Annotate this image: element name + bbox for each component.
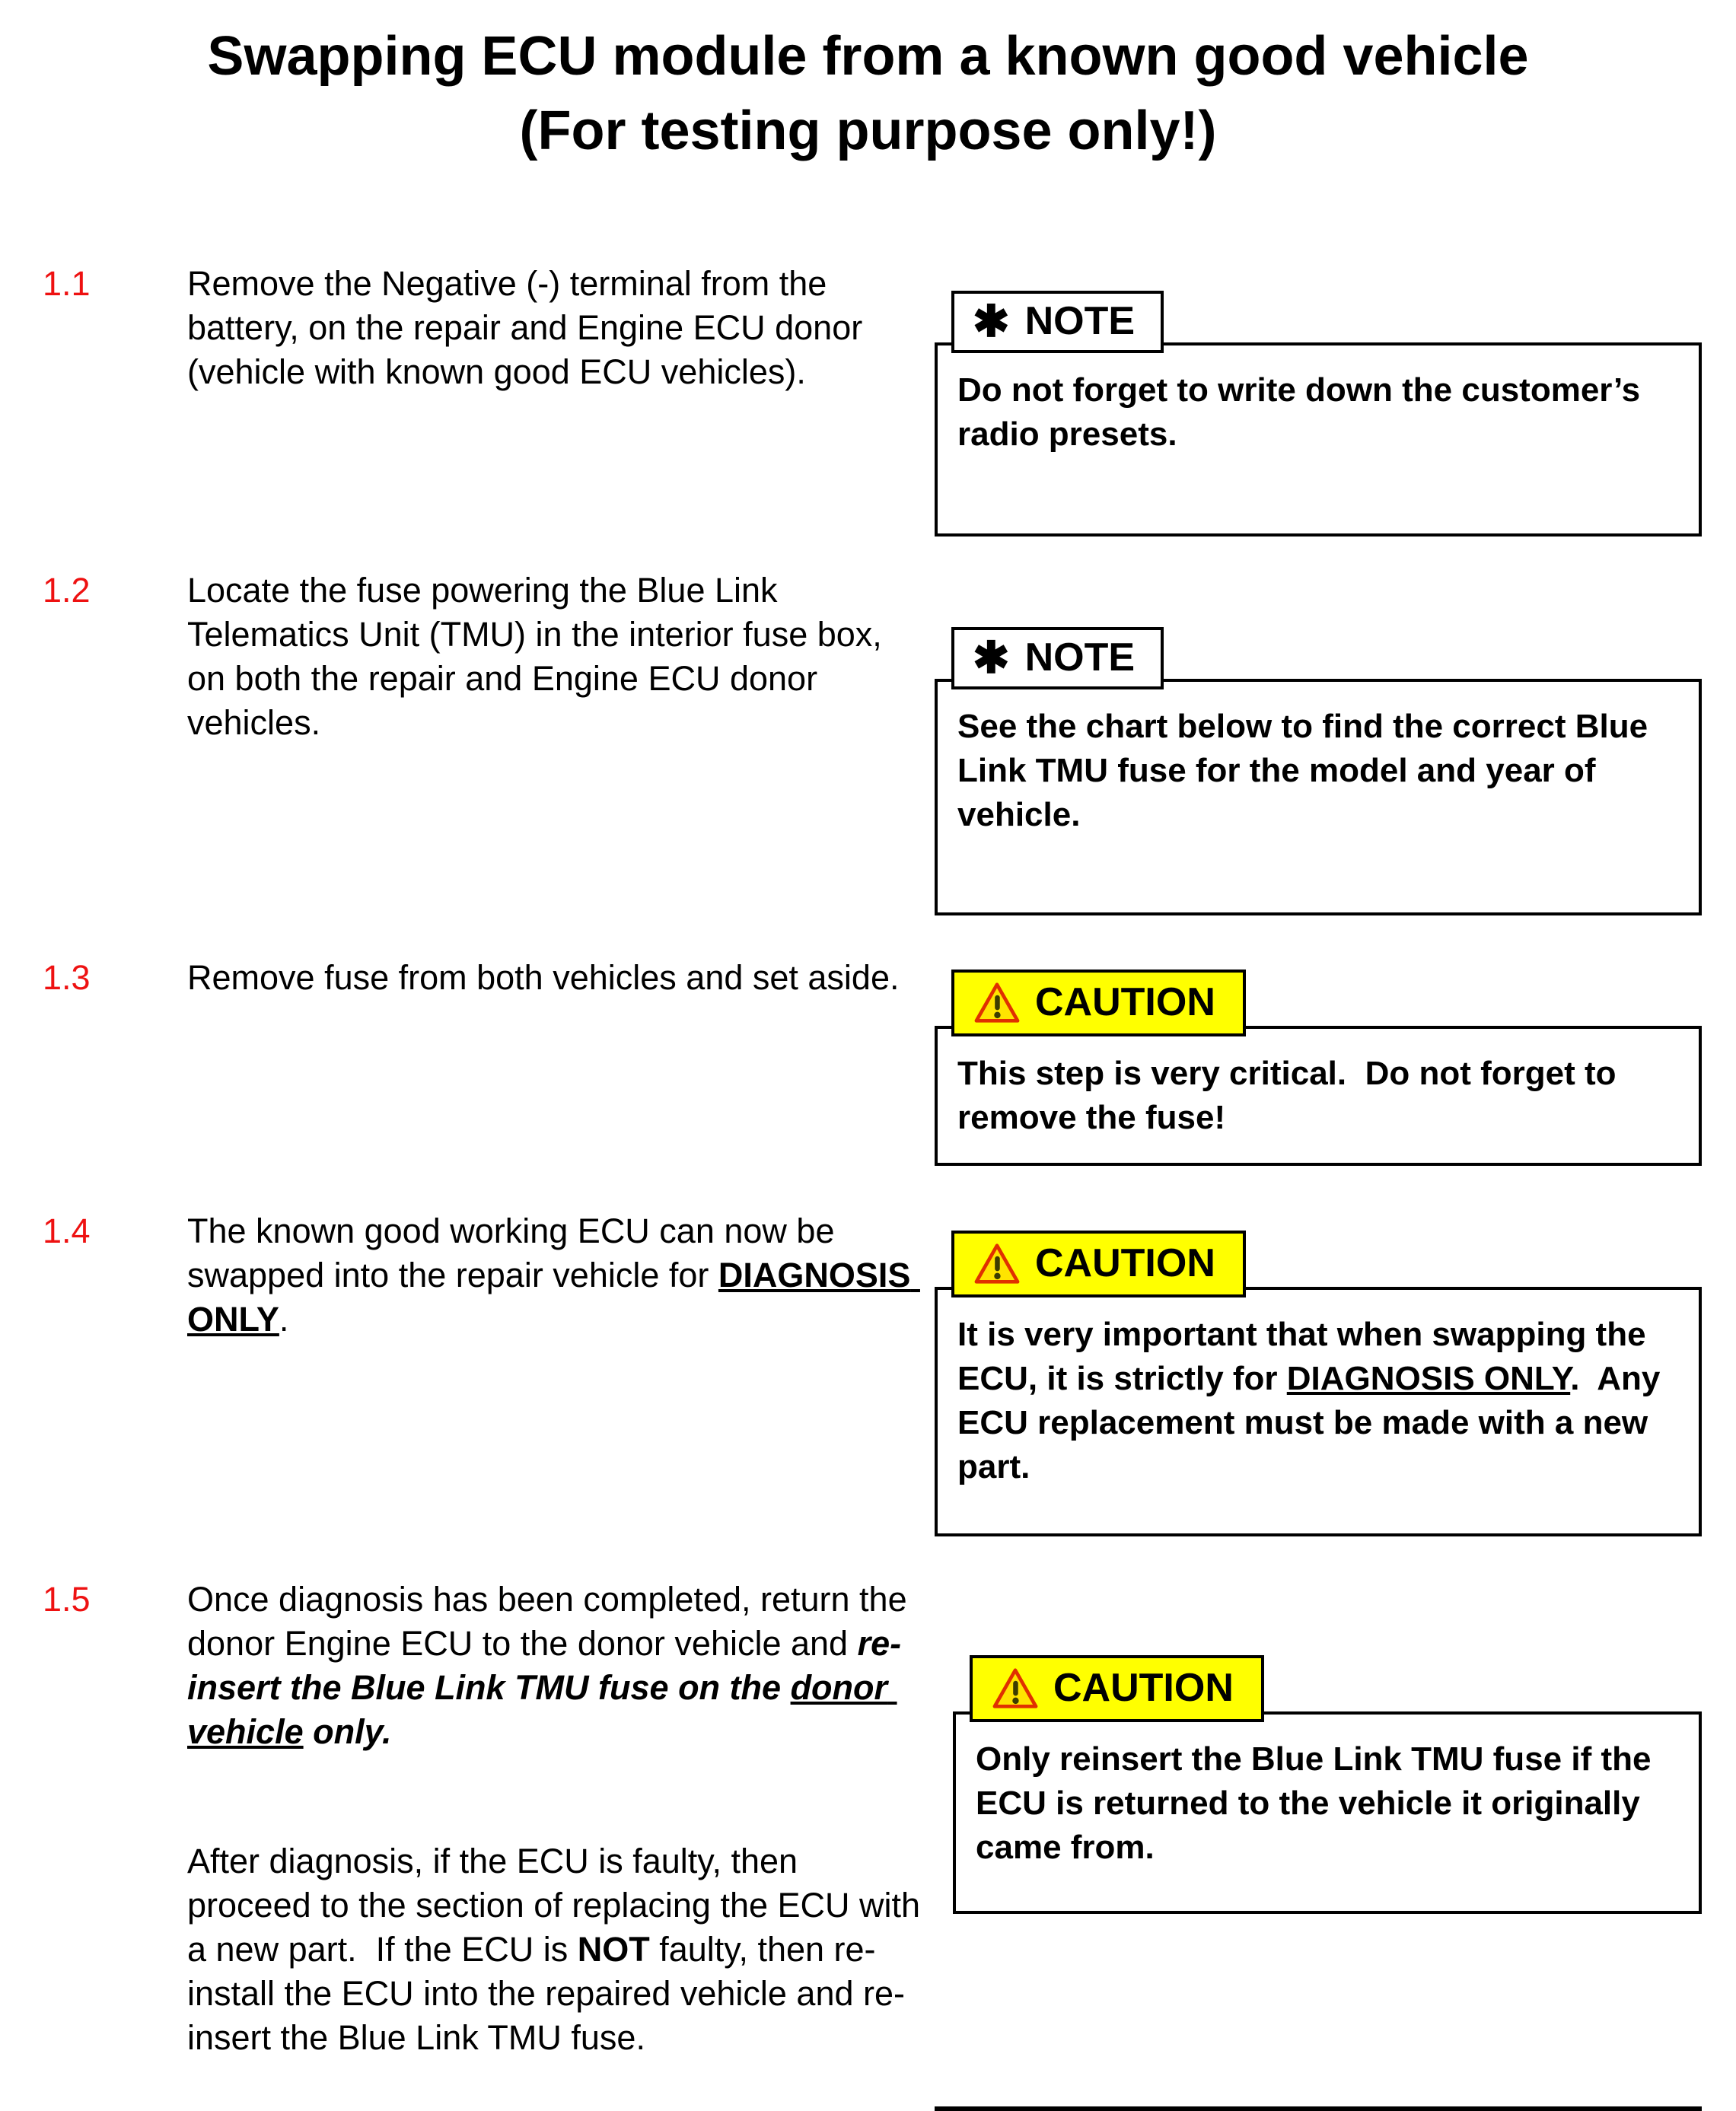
caution-callout [935,1231,1702,1536]
caution-header [970,1655,1264,1722]
asterisk-icon: ✱ [973,296,1010,346]
callout-body: Only reinsert the Blue Link TMU fuse if the ECU is returned to the vehicle it originally came from. [953,1711,1702,1914]
step-number: 1.2 [43,571,91,610]
note-header [951,291,1164,353]
note-callout [935,627,1702,915]
callout-body: It is very important that when swapping the ECU, it is strictly for DIAGNOSIS ONLY. Any ECU replacement must be made with a new part. [935,1287,1702,1536]
page-title-line1: Swapping ECU module from a known good vehicle [207,26,1529,87]
step-text-continued: After diagnosis, if the ECU is faulty, then proceed to the section of replacing the ECU with a new part. If the ECU is NOT faulty, then re-install the ECU into the repaired vehicle and re-insert the Blue Link TMU fuse. [187,1842,930,2058]
step-text: Once diagnosis has been completed, return the donor Engine ECU to the donor vehicle and re-insert the Blue Link TMU fuse on the donor vehicle only. [187,1580,917,1752]
note-callout [935,291,1702,537]
caution-header [951,970,1246,1036]
caution-callout [953,1655,1702,1914]
caution-label: CAUTION [1035,980,1215,1024]
caution-callout [935,970,1702,1166]
caution-label: CAUTION [1035,1241,1215,1285]
step-number: 1.3 [43,958,91,997]
warning-triangle-icon [974,982,1020,1024]
step-text: Remove fuse from both vehicles and set aside. [187,958,900,997]
note-header [951,627,1164,689]
note-label: NOTE [1024,635,1136,680]
callout-body: This step is very critical. Do not forget to remove the fuse! [935,1026,1702,1166]
caution-label: CAUTION [1053,1666,1234,1710]
chart-top-border [935,2106,1702,2111]
step-number: 1.4 [43,1212,91,1250]
page-title [0,20,1736,169]
caution-header [951,1231,1246,1297]
asterisk-icon: ✱ [973,632,1010,683]
step-number: 1.5 [43,1580,91,1619]
step-text: Remove the Negative (-) terminal from the battery, on the repair and Engine ECU donor (vehicle with known good ECU vehicles). [187,264,872,392]
page-title-line2: (For testing purpose only!) [519,100,1217,161]
callout-body: See the chart below to find the correct Blue Link TMU fuse for the model and year of vehicle. [935,679,1702,915]
step-number: 1.1 [43,264,91,303]
warning-triangle-icon [974,1243,1020,1285]
step-text: The known good working ECU can now be swapped into the repair vehicle for DIAGNOSIS ONLY. [187,1212,920,1339]
callout-body: Do not forget to write down the customer’s radio presets. [935,342,1702,537]
warning-triangle-icon [992,1667,1038,1710]
step-text: Locate the fuse powering the Blue Link Telematics Unit (TMU) in the interior fuse box, on both the repair and Engine ECU donor vehicles. [187,571,892,743]
note-label: NOTE [1024,299,1136,343]
